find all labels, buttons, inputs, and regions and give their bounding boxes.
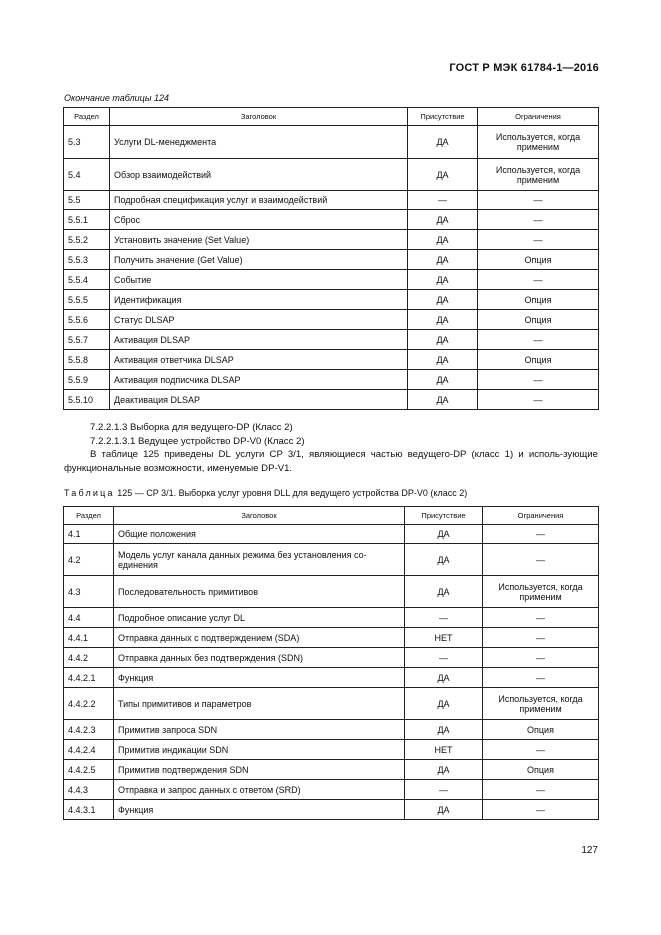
table-row	[64, 780, 599, 800]
cell-constraints: Опция	[478, 250, 599, 270]
cell-section: 4.4.2.4	[64, 740, 114, 760]
table2-caption-text: 125 — CP 3/1. Выборка услуг уровня DLL для ведущего устройства DP-V0 (класс 2)	[117, 488, 468, 498]
cell-presence: ДА	[408, 126, 478, 159]
table2-caption-label: Таблица	[64, 488, 115, 498]
cell-presence: НЕТ	[405, 740, 483, 760]
document-standard-header: ГОСТ Р МЭК 61784-1—2016	[449, 62, 599, 74]
cell-title: Идентификация	[110, 290, 408, 310]
cell-section: 5.5.2	[64, 230, 110, 250]
col-header-title: Заголовок	[110, 108, 408, 126]
cell-presence: —	[408, 191, 478, 210]
table-row	[64, 310, 599, 330]
col-header-constraints: Ограничения	[483, 507, 599, 525]
cell-constraints: Используется, когда применим	[483, 688, 599, 720]
cell-title: Услуги DL-менеджмента	[110, 126, 408, 159]
table2-caption	[64, 488, 467, 498]
cell-section: 4.4.2.1	[64, 668, 114, 688]
cell-presence: —	[405, 608, 483, 628]
paragraph-7-2-2-1-3-1: 7.2.2.1.3.1 Ведущее устройство DP-V0 (Класс 2)	[90, 435, 305, 447]
cell-section: 4.4.2	[64, 648, 114, 668]
cell-constraints: —	[478, 210, 599, 230]
cell-presence: ДА	[408, 370, 478, 390]
table-row	[64, 608, 599, 628]
cell-presence: ДА	[408, 330, 478, 350]
cell-title: Примитив подтверждения SDN	[114, 760, 405, 780]
cell-presence: ДА	[405, 576, 483, 608]
cell-title: Общие положения	[114, 525, 405, 544]
table-125	[63, 506, 599, 820]
table-row	[64, 760, 599, 780]
cell-section: 5.5.9	[64, 370, 110, 390]
col-header-presence: Присутствие	[408, 108, 478, 126]
table-row	[64, 290, 599, 310]
cell-title: Отправка и запрос данных с ответом (SRD)	[114, 780, 405, 800]
cell-section: 5.5.8	[64, 350, 110, 370]
cell-title: Активация подписчика DLSAP	[110, 370, 408, 390]
cell-constraints: —	[483, 668, 599, 688]
cell-presence: ДА	[405, 668, 483, 688]
table-row	[64, 668, 599, 688]
col-header-section: Раздел	[64, 108, 110, 126]
table-row	[64, 159, 599, 191]
col-header-section: Раздел	[64, 507, 114, 525]
cell-title: Примитив запроса SDN	[114, 720, 405, 740]
cell-title: Активация DLSAP	[110, 330, 408, 350]
table-row	[64, 800, 599, 820]
col-header-presence: Присутствие	[405, 507, 483, 525]
cell-presence: ДА	[408, 159, 478, 191]
cell-constraints: Используется, когда применим	[478, 159, 599, 191]
cell-constraints: —	[478, 191, 599, 210]
cell-constraints: —	[483, 800, 599, 820]
cell-presence: ДА	[408, 350, 478, 370]
cell-constraints: —	[483, 608, 599, 628]
cell-title: Отправка данных с подтверждением (SDA)	[114, 628, 405, 648]
table-row	[64, 126, 599, 159]
cell-section: 4.4.2.3	[64, 720, 114, 740]
cell-constraints: Опция	[483, 760, 599, 780]
cell-constraints: —	[483, 628, 599, 648]
cell-constraints: —	[483, 525, 599, 544]
table-row	[64, 544, 599, 576]
col-header-title: Заголовок	[114, 507, 405, 525]
cell-presence: ДА	[405, 720, 483, 740]
cell-section: 4.2	[64, 544, 114, 576]
cell-title: Получить значение (Get Value)	[110, 250, 408, 270]
table-row	[64, 390, 599, 410]
cell-section: 5.5.1	[64, 210, 110, 230]
table-row	[64, 740, 599, 760]
table-row	[64, 648, 599, 668]
cell-constraints: Опция	[478, 290, 599, 310]
cell-presence: —	[405, 780, 483, 800]
cell-presence: —	[405, 648, 483, 668]
cell-constraints: —	[478, 270, 599, 290]
cell-title: Подробное описание услуг DL	[114, 608, 405, 628]
table-row	[64, 350, 599, 370]
cell-presence: ДА	[408, 270, 478, 290]
paragraph-7-2-2-1-3: 7.2.2.1.3 Выборка для ведущего-DP (Класс 2)	[90, 422, 293, 433]
cell-constraints: Опция	[478, 310, 599, 330]
cell-title: Типы примитивов и параметров	[114, 688, 405, 720]
cell-title: Обзор взаимодействий	[110, 159, 408, 191]
cell-presence: ДА	[405, 688, 483, 720]
cell-section: 5.5.3	[64, 250, 110, 270]
cell-title: Активация ответчика DLSAP	[110, 350, 408, 370]
table-row	[64, 628, 599, 648]
cell-presence: ДА	[408, 210, 478, 230]
cell-section: 4.4.1	[64, 628, 114, 648]
cell-constraints: —	[478, 330, 599, 350]
cell-title: Примитив индикации SDN	[114, 740, 405, 760]
table-row	[64, 525, 599, 544]
cell-constraints: Используется, когда применим	[478, 126, 599, 159]
table-row	[64, 250, 599, 270]
cell-title: Деактивация DLSAP	[110, 390, 408, 410]
cell-presence: ДА	[405, 800, 483, 820]
cell-section: 5.3	[64, 126, 110, 159]
cell-constraints: —	[483, 648, 599, 668]
table-row	[64, 210, 599, 230]
page-number: 127	[581, 845, 598, 856]
cell-section: 5.4	[64, 159, 110, 191]
col-header-constraints: Ограничения	[478, 108, 599, 126]
cell-presence: ДА	[405, 525, 483, 544]
cell-section: 5.5.5	[64, 290, 110, 310]
cell-section: 4.4.2.5	[64, 760, 114, 780]
cell-section: 4.4.3.1	[64, 800, 114, 820]
table-124-continuation	[63, 107, 599, 410]
table-row	[64, 330, 599, 350]
table-header-row	[64, 507, 599, 525]
cell-title: Функция	[114, 668, 405, 688]
cell-section: 4.4	[64, 608, 114, 628]
cell-constraints: —	[478, 370, 599, 390]
table1-caption: Окончание таблицы 124	[64, 93, 169, 103]
table-row	[64, 720, 599, 740]
cell-title: Установить значение (Set Value)	[110, 230, 408, 250]
cell-presence: ДА	[408, 250, 478, 270]
cell-presence: ДА	[408, 390, 478, 410]
cell-section: 5.5.4	[64, 270, 110, 290]
cell-section: 5.5	[64, 191, 110, 210]
cell-title: Модель услуг канала данных режима без установления со-единения	[114, 544, 405, 576]
cell-title: Функция	[114, 800, 405, 820]
cell-constraints: Используется, когда применим	[483, 576, 599, 608]
cell-section: 4.4.2.2	[64, 688, 114, 720]
cell-title: Подробная спецификация услуг и взаимодействий	[110, 191, 408, 210]
cell-section: 5.5.6	[64, 310, 110, 330]
cell-constraints: Опция	[478, 350, 599, 370]
paragraph-table-125-intro: В таблице 125 приведены DL услуги CP 3/1, являющиеся частью ведущего-DP (класс 1) и исполь-зующие функциональные возможности, именуемые DP-V1.	[64, 449, 598, 474]
table-row	[64, 370, 599, 390]
cell-presence: ДА	[405, 760, 483, 780]
cell-presence: ДА	[408, 230, 478, 250]
cell-constraints: Опция	[483, 720, 599, 740]
cell-section: 5.5.7	[64, 330, 110, 350]
cell-title: Отправка данных без подтверждения (SDN)	[114, 648, 405, 668]
cell-title: Последовательность примитивов	[114, 576, 405, 608]
cell-constraints: —	[478, 230, 599, 250]
cell-constraints: —	[483, 544, 599, 576]
cell-presence: НЕТ	[405, 628, 483, 648]
cell-title: Сброс	[110, 210, 408, 230]
cell-title: Статус DLSAP	[110, 310, 408, 330]
cell-title: Событие	[110, 270, 408, 290]
cell-constraints: —	[483, 740, 599, 760]
cell-constraints: —	[483, 780, 599, 800]
cell-section: 4.3	[64, 576, 114, 608]
table-row	[64, 688, 599, 720]
table-row	[64, 191, 599, 210]
cell-presence: ДА	[408, 310, 478, 330]
table-row	[64, 230, 599, 250]
cell-presence: ДА	[405, 544, 483, 576]
cell-section: 4.1	[64, 525, 114, 544]
cell-section: 4.4.3	[64, 780, 114, 800]
table-row	[64, 270, 599, 290]
cell-presence: ДА	[408, 290, 478, 310]
cell-constraints: —	[478, 390, 599, 410]
table-row	[64, 576, 599, 608]
table-header-row	[64, 108, 599, 126]
cell-section: 5.5.10	[64, 390, 110, 410]
